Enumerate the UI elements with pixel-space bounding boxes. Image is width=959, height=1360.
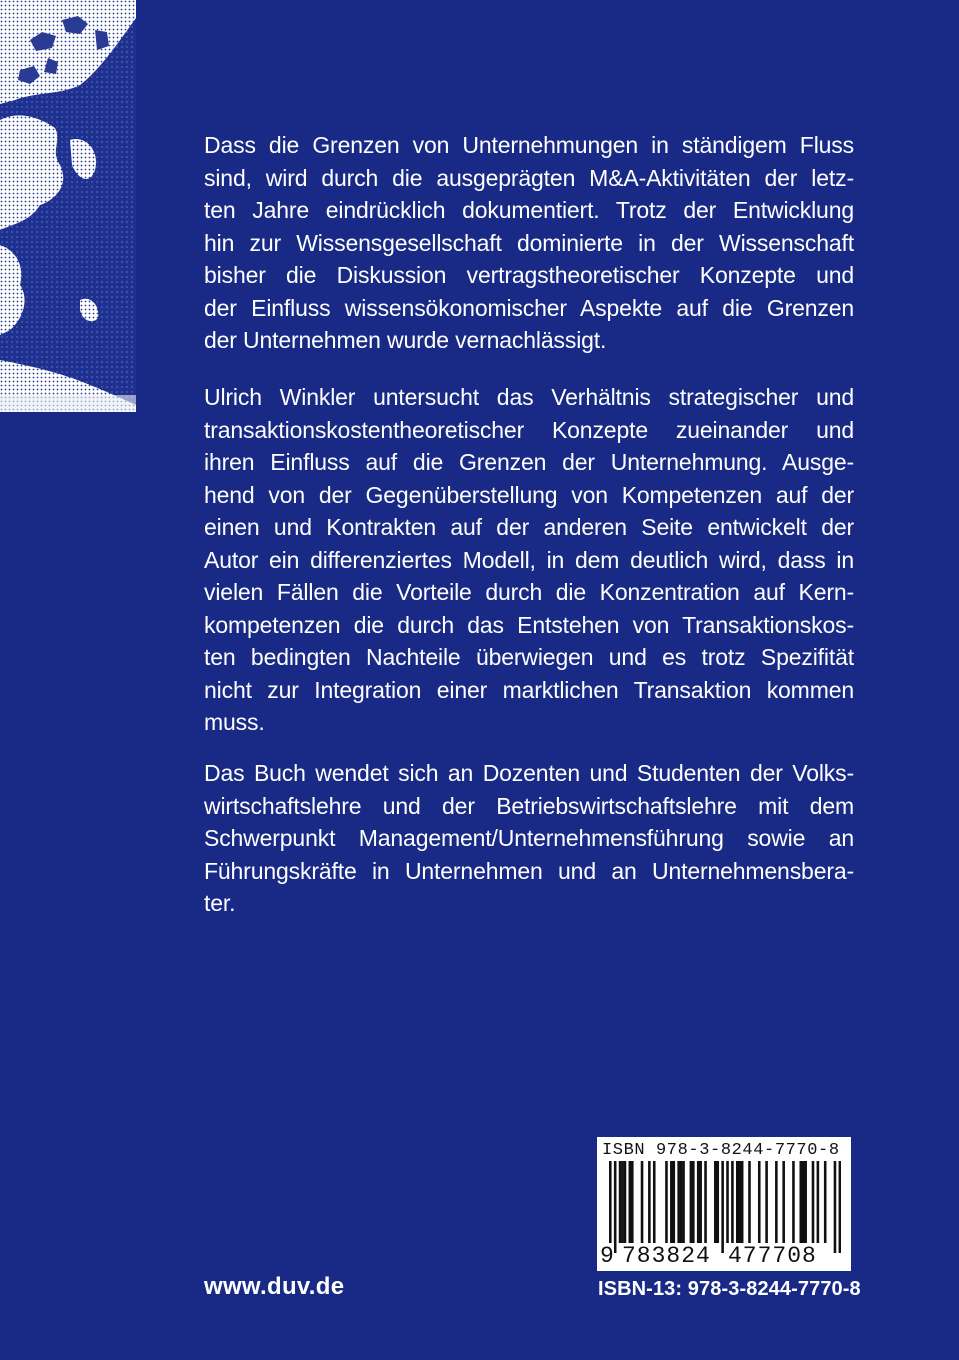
paragraph-summary: [204, 381, 854, 739]
text-line: vielen Fällen die Vorteile durch die Konzentration auf Kern-: [204, 579, 854, 605]
barcode-bar: [629, 1161, 632, 1243]
barcode-bar: [697, 1161, 700, 1243]
text-line: ter.: [204, 890, 236, 916]
barcode-guard-bar: [609, 1161, 612, 1253]
barcode-bar: [670, 1161, 673, 1243]
text-line: Schwerpunkt Management/Unternehmensführung sowie an: [204, 825, 854, 851]
barcode-isbn-label: ISBN 978-3-8244-7770-8: [602, 1141, 840, 1160]
text-line: Ulrich Winkler untersucht das Verhältnis strategischer und: [204, 384, 854, 410]
barcode-bar: [731, 1161, 734, 1243]
barcode-bar: [824, 1161, 827, 1243]
barcode-bar: [665, 1161, 668, 1243]
barcode-bar: [802, 1161, 805, 1243]
text-line: hin zur Wissensgesellschaft dominierte in der Wissenschaft: [204, 229, 854, 256]
barcode-bar: [680, 1161, 683, 1243]
barcode-guard-bar: [614, 1161, 617, 1253]
barcode-bar: [799, 1161, 802, 1243]
isbn-13: ISBN-13: 978-3-8244-7770-8: [598, 1278, 861, 1300]
barcode-bar: [648, 1161, 651, 1243]
barcode-guard-bar: [839, 1161, 841, 1253]
barcode-bar: [741, 1161, 744, 1243]
ean-left-group: 783824: [619, 1243, 714, 1269]
globe-illustration: [0, 0, 136, 412]
text-line: hend von der Gegenüberstellung von Kompetenzen auf der: [204, 481, 854, 508]
barcode-bar: [641, 1161, 644, 1243]
text-line: einen und Kontrakten auf der anderen Seite entwickelt der: [204, 514, 854, 540]
barcode-bar: [692, 1161, 695, 1243]
text-line: nicht zur Integration einer marktlichen Transaktion kommen: [204, 676, 854, 703]
barcode-guard-bar: [721, 1161, 724, 1253]
barcode-bar: [775, 1161, 778, 1243]
text-line: transaktionskostentheoretischer Konzepte zueinander und: [204, 416, 854, 443]
barcode-bar: [736, 1161, 739, 1243]
text-line: ten bedingten Nachteile überwiegen und es trotz Spezifität: [204, 644, 854, 670]
barcode-bar: [619, 1161, 622, 1243]
publisher-website[interactable]: www.duv.de: [204, 1273, 345, 1300]
text-line: muss.: [204, 709, 265, 735]
text-line: ihren Einfluss auf die Grenzen der Unternehmung. Ausge-: [204, 449, 854, 475]
text-line: bisher die Diskussion vertragstheoretischer Konzepte und: [204, 262, 854, 288]
barcode-bar: [621, 1161, 624, 1243]
barcode-bar: [624, 1161, 627, 1243]
barcode-bar: [653, 1161, 656, 1243]
barcode-bar: [690, 1161, 693, 1243]
text-line: der Unternehmen wurde vernachlässigt.: [204, 327, 607, 353]
barcode-bar: [704, 1161, 707, 1243]
barcode-bar: [682, 1161, 685, 1243]
ean-digits: [597, 1243, 851, 1271]
ean-first-digit: 9: [600, 1243, 614, 1269]
barcode-bar: [758, 1161, 761, 1243]
barcode-bar: [699, 1161, 702, 1243]
text-line: sind, wird durch die ausgeprägten M&A-Aktivitäten der letz-: [204, 164, 854, 191]
text-line: Autor ein differenziertes Modell, in dem deutlich wird, dass in: [204, 546, 854, 573]
text-line: Dass die Grenzen von Unternehmungen in ständigem Fluss: [204, 132, 854, 158]
barcode-bar: [765, 1161, 768, 1243]
barcode-guard-bar: [726, 1161, 729, 1253]
barcode: [597, 1137, 851, 1271]
barcode-guard-bar: [834, 1161, 837, 1253]
barcode-bar: [792, 1161, 795, 1243]
ean-right-group: 477708: [725, 1243, 820, 1269]
barcode-bar: [782, 1161, 785, 1243]
barcode-bar: [748, 1161, 751, 1243]
barcode-bar: [738, 1161, 741, 1243]
text-line: Führungskräfte in Unternehmen und an Unternehmensbera-: [204, 857, 854, 884]
text-line: ten Jahre eindrücklich dokumentiert. Trotz der Entwicklung: [204, 197, 854, 223]
text-line: der Einfluss wissensökonomischer Aspekte auf die Grenzen: [204, 294, 854, 321]
text-line: kompetenzen die durch das Entstehen von Transaktionskos-: [204, 611, 854, 638]
barcode-bar: [804, 1161, 807, 1243]
paragraph-audience: [204, 757, 854, 920]
text-line: Das Buch wendet sich an Dozenten und Studenten der Volks-: [204, 760, 854, 786]
barcode-bar: [714, 1161, 717, 1243]
barcode-bar: [677, 1161, 680, 1243]
paragraph-intro: [204, 129, 854, 357]
barcode-bar: [672, 1161, 675, 1243]
barcode-bar: [817, 1161, 820, 1243]
barcode-bar: [812, 1161, 815, 1243]
barcode-bar: [631, 1161, 634, 1243]
barcode-bar: [716, 1161, 719, 1243]
text-line: wirtschaftslehre und der Betriebswirtschaftslehre mit dem: [204, 792, 854, 819]
barcode-bars: [609, 1161, 841, 1253]
